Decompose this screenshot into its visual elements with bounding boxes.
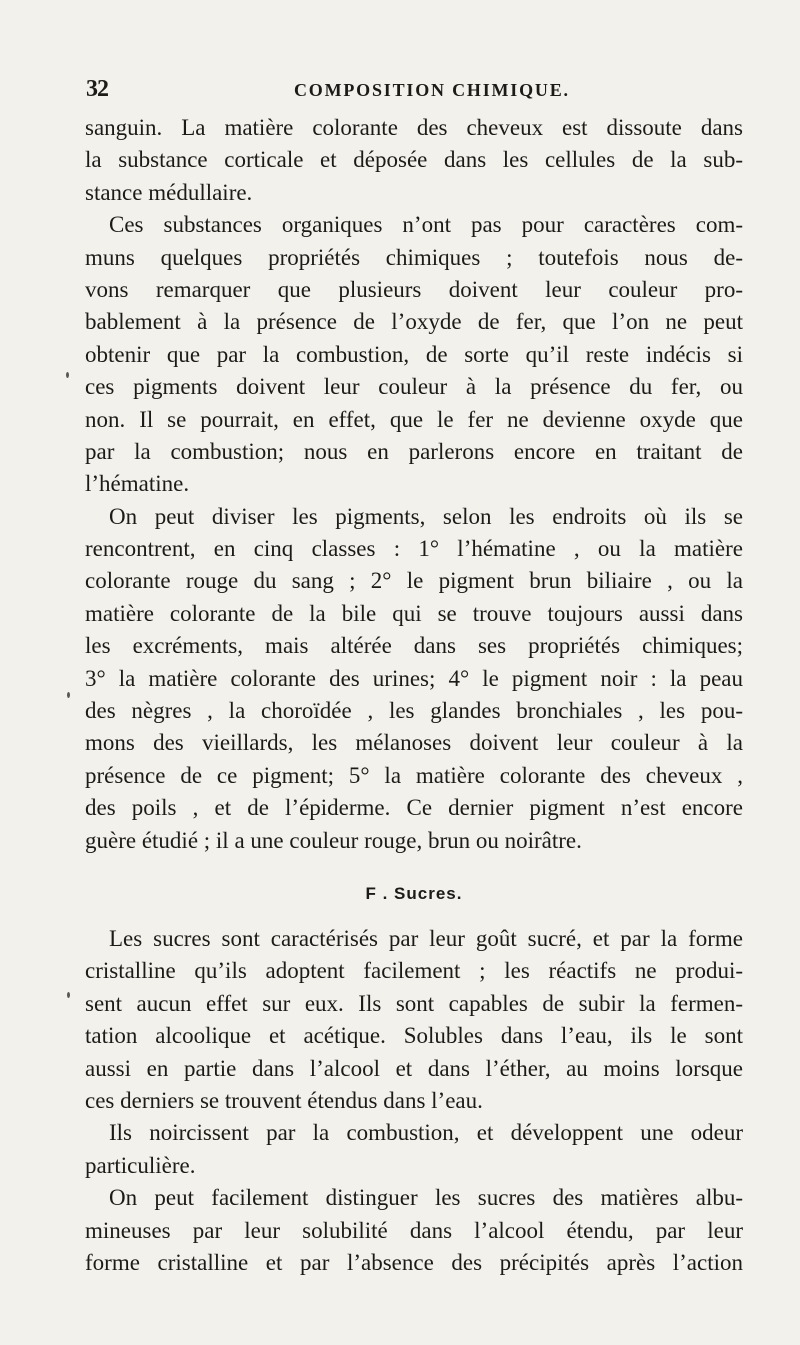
text-line: ces pigments doivent leur couleur à la présence du fer, ou — [85, 374, 743, 400]
text-line: vons remarquer que plusieurs doivent leur couleur pro- — [85, 276, 743, 302]
paragraph-4 — [85, 923, 743, 1117]
text-line: la substance corticale et déposée dans les cellules de la sub- — [85, 147, 743, 173]
text-line: muns quelques propriétés chimiques ; toutefois nous de- — [85, 244, 743, 270]
text-line: mons des vieillards, les mélanoses doivent leur couleur à la — [85, 730, 743, 756]
text-line: obtenir que par la combustion, de sorte qu’il reste indécis si — [85, 341, 743, 367]
text-line: les excréments, mais altérée dans ses propriétés chimiques; — [85, 633, 743, 659]
text-line: l’hématine. — [85, 471, 190, 497]
text-line: On peut facilement distinguer les sucres des matières albu- — [109, 1185, 743, 1211]
text-line: des nègres , la choroïdée , les glandes bronchiales , les pou- — [85, 698, 743, 724]
text-line: cristalline qu’ils adoptent facilement ; les réactifs ne produi- — [85, 958, 743, 984]
text-line: guère étudié ; il a une couleur rouge, brun ou noirâtre. — [85, 827, 582, 853]
print-speck — [66, 372, 69, 378]
running-title: COMPOSITION CHIMIQUE. — [294, 80, 570, 100]
page-body — [85, 112, 743, 1279]
text-line: Ces substances organiques n’ont pas pour caractères com- — [109, 212, 743, 238]
paragraph-5 — [85, 1117, 743, 1182]
text-line: On peut diviser les pigments, selon les endroits où ils se — [109, 503, 743, 529]
text-line: bablement à la présence de l’oxyde de fer, que l’on ne peut — [85, 309, 743, 335]
section-heading: F . Sucres. — [365, 883, 463, 903]
text-line: sanguin. La matière colorante des cheveux est dissoute dans — [85, 115, 743, 140]
print-speck — [67, 692, 70, 698]
text-line: forme cristalline et par l’absence des précipités après l’action — [85, 1249, 743, 1275]
text-line: Les sucres sont caractérisés par leur goût sucré, et par la forme — [109, 925, 743, 951]
text-line: particulière. — [85, 1152, 196, 1178]
page-number: 32 — [86, 76, 108, 102]
text-line: matière colorante de la bile qui se trouve toujours aussi dans — [85, 600, 743, 626]
paragraph-3 — [85, 501, 743, 857]
text-line: des poils , et de l’épiderme. Ce dernier pigment n’est encore — [85, 795, 743, 821]
text-line: sent aucun effet sur eux. Ils sont capables de subir la fermen- — [85, 990, 743, 1016]
text-line: ces derniers se trouvent étendus dans l’eau. — [85, 1087, 483, 1113]
text-line: par la combustion; nous en parlerons encore en traitant de — [85, 438, 743, 464]
text-line: colorante rouge du sang ; 2° le pigment brun biliaire , ou la — [85, 568, 743, 594]
text-line: non. Il se pourrait, en effet, que le fer ne devienne oxyde que — [85, 406, 743, 432]
text-line: mineuses par leur solubilité dans l’alcool étendu, par leur — [85, 1217, 743, 1243]
paragraph-1 — [85, 112, 743, 209]
text-line: présence de ce pigment; 5° la matière colorante des cheveux , — [85, 762, 743, 788]
page-header — [86, 76, 736, 106]
paragraph-6 — [85, 1182, 743, 1279]
text-line: tation alcoolique et acétique. Solubles dans l’eau, ils le sont — [85, 1023, 743, 1049]
print-speck — [67, 992, 70, 998]
text-line: rencontrent, en cinq classes : 1° l’hématine , ou la matière — [85, 536, 743, 562]
text-line: 3° la matière colorante des urines; 4° le pigment noir : la peau — [85, 665, 743, 691]
text-line: aussi en partie dans l’alcool et dans l’éther, au moins lorsque — [85, 1055, 743, 1081]
text-line: Ils noircissent par la combustion, et développent une odeur — [109, 1120, 743, 1146]
paragraph-2 — [85, 209, 743, 501]
text-line: stance médullaire. — [85, 179, 253, 205]
